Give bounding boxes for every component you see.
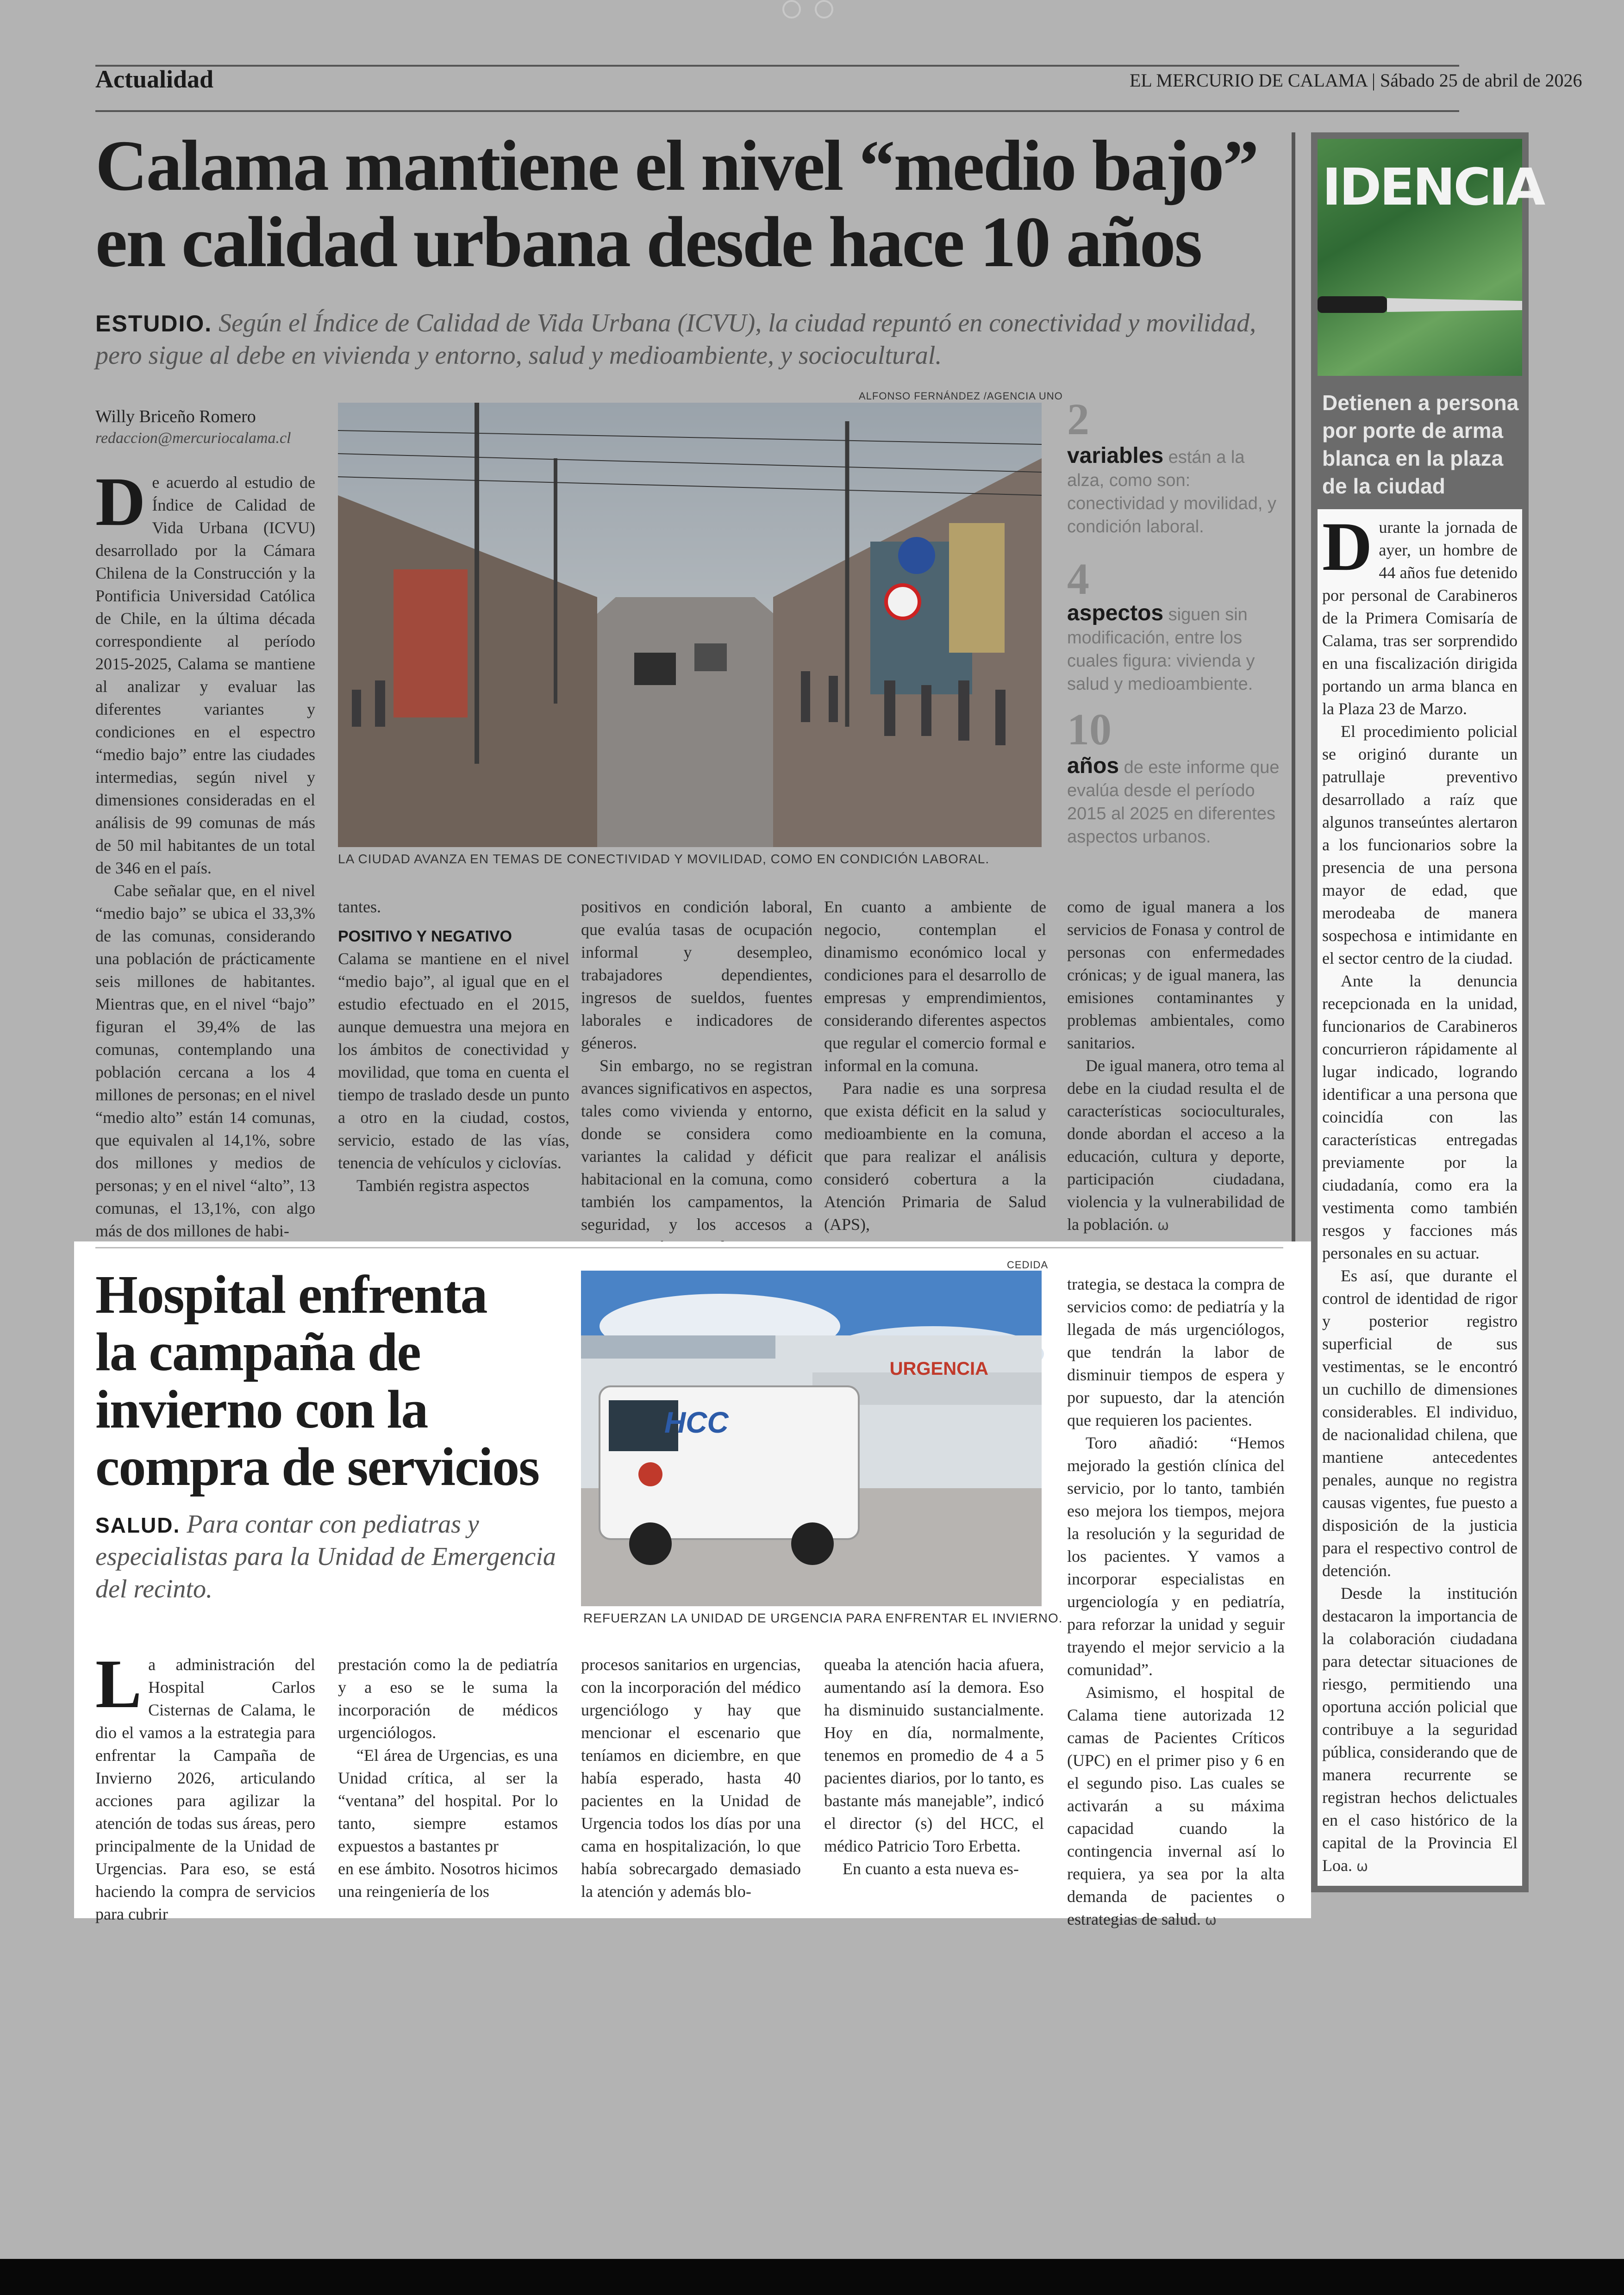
subhead: POSITIVO Y NEGATIVO	[338, 928, 512, 945]
end-mark: ω	[1205, 1912, 1217, 1928]
paragraph: Para nadie es una sorpresa que exista déficit en la salud y medioambiente en la comuna, que para realizar el análisis consideró cobertura a la Atención Primaria de Salud (APS),	[824, 1079, 1046, 1234]
sidebar-text	[1322, 508, 1518, 1877]
hospital-col-5	[1067, 1273, 1285, 1931]
fact-number: 4	[1067, 554, 1089, 604]
paragraph: Desde la institución destacaron la importancia de la colaboración ciudadana para detectar situaciones de riesgo, permitiendo una oportuna acción policial que contribuye a la seguridad pública, considerando que de manera recurrente se registran hechos delictuales en el caso histórico de la capital de la Provincia El Loa.	[1322, 1584, 1518, 1875]
fact-body: de este informe que evalúa desde el período 2015 al 2025 en diferentes aspectos urbanos.	[1067, 758, 1280, 847]
paragraph: queaba la atención hacia afuera, aumentando así la demora. Eso ha disminuido sustancialmente. Hoy en día, normalmente, tenemos en promedio de 4 a 5 pacientes diarios, por lo tanto, es bastante más manejable”, indicó el director (s) del HCC, el médico Patricio Toro Erbetta.	[824, 1655, 1044, 1855]
paragraph: urante la jornada de ayer, un hombre de 44 años fue detenido por personal de Carabineros de la Primera Comisaría de Calama, tras ser sorprendido en una fiscalización dirigida portando un arma blanca en la Plaza 23 de Marzo.	[1322, 518, 1518, 718]
fact-number: 2	[1067, 394, 1089, 444]
hospital-photo	[581, 1271, 1042, 1606]
kicker-text: Según el Índice de Calidad de Vida Urbana (ICVU), la ciudad repuntó en conectividad y movilidad, pero sigue al debe en vivienda y entorno, salud y medioambiente, y sociocultural.	[95, 309, 1256, 370]
byline: Willy Briceño Romero	[95, 407, 256, 426]
kicker-tag: SALUD.	[95, 1513, 181, 1537]
paragraph: Cabe señalar que, en el nivel “medio bajo” se ubica el 33,3% de las comunas, considerando una población de prácticamente seis millones de habitantes. Mientras que, en el nivel “bajo” figuran el 39,4% de las comunas, contemplando una población cercana a los 4 millones de personas; en el nivel “medio alto” están 14 comunas, que equivalen al 14,1%, sobre dos millones y medios de personas; y en el nivel “alto”, 13 comunas, el 13,1%, con algo más de dos millones de habi-	[95, 881, 315, 1240]
fact-text	[1067, 602, 1285, 696]
main-col-2	[338, 896, 569, 1197]
section-label: Actualidad	[95, 65, 214, 93]
photo-credit: ALFONSO FERNÁNDEZ /AGENCIA UNO	[859, 390, 1063, 402]
paragraph: tantes.	[338, 898, 381, 916]
sidebar-photo	[1318, 139, 1544, 376]
prev-page-dot[interactable]	[782, 0, 801, 19]
paragraph: En cuanto a esta nueva es-	[843, 1859, 1019, 1878]
hospital-col-4	[824, 1653, 1044, 1880]
main-headline-line2: en calidad urbana desde hace 10 años	[95, 202, 1201, 282]
paragraph: prestación como la de pediatría y a eso se le suma la incorporación de médicos urgenciólogos.	[338, 1655, 558, 1742]
hospital-headline	[95, 1266, 586, 1496]
paragraph: También registra aspectos	[356, 1176, 530, 1195]
fact-bold: aspectos	[1067, 601, 1164, 625]
hospital-headline-line: la campaña de	[95, 1322, 420, 1382]
paper-date-line: EL MERCURIO DE CALAMA | Sábado 25 de abril de 2026	[1130, 70, 1582, 91]
paragraph: Ante la denuncia recepcionada en la unidad, funcionarios de Carabineros concurrieron rápidamente al lugar indicado, logrando identificar a una persona que coincidía con las características entregadas previamente por la ciudadanía, como era la vestimenta como también resgos y facciones más personales en su actuar.	[1322, 972, 1518, 1262]
header-bottom-rule	[95, 110, 1459, 112]
dropcap: D	[95, 463, 146, 540]
urgencia-sign: URGENCIA	[889, 1359, 988, 1379]
paragraph: Calama se mantiene en el nivel “medio bajo”, al igual que en el estudio efectuado en el 2015, aunque demuestra una mejora en los ámbitos de conectividad y movilidad, que toma en cuenta el tiempo de traslado desde un punto a otro en la ciudad, costos, servicio, estado de las vías, tenencia de vehículos y ciclovías.	[338, 949, 569, 1172]
main-col-5	[1067, 896, 1285, 1236]
main-col-3	[581, 896, 812, 1259]
fact-text	[1067, 444, 1285, 538]
next-page-dot[interactable]	[815, 0, 833, 19]
hospital-col-2	[338, 1653, 558, 1903]
street-photo	[338, 403, 1042, 847]
fact-bold: variables	[1067, 443, 1164, 468]
ambulance-logo: HCC	[664, 1406, 729, 1439]
paragraph: Sin embargo, no se registran avances significativos en aspectos, tales como vivienda y entorno, donde se considera como variantes la calidad y déficit habitacional en la comuna, como también los campamentos, la seguridad, y los accesos a	[581, 1056, 812, 1234]
hospital-top-rule	[95, 1247, 1283, 1248]
end-mark: ω	[1157, 1217, 1169, 1234]
paragraph: en ese ámbito. Nosotros hicimos una reingeniería de los	[338, 1859, 558, 1901]
kicker-text: Para contar con pediatras y especialistas para la Unidad de Emergencia del recinto.	[95, 1510, 556, 1603]
main-col-1	[95, 463, 315, 1242]
street-illustration	[338, 403, 1042, 847]
hospital-col-1	[95, 1646, 315, 1926]
sidebar-photo-text: IDENCIA	[1322, 157, 1544, 217]
paragraph: como de igual manera a los servicios de Fonasa y control de personas con enfermedades crónicas; y de igual manera, las emisiones contaminantes y problemas ambientales, como sanitarios.	[1067, 898, 1285, 1052]
hospital-headline-line: compra de servicios	[95, 1436, 539, 1497]
paragraph: trategia, se destaca la compra de servicios como: de pediatría y la llegada de más urgenciólogos, que tendrán la labor de disminuir tiempos de espera y por supuesto, dar la atención que requieren los pacientes.	[1067, 1275, 1285, 1429]
hospital-headline-line: Hospital enfrenta	[95, 1264, 487, 1325]
fact-text	[1067, 755, 1285, 848]
bottom-bar	[0, 2259, 1624, 2295]
sidebar-headline: Detienen a persona por porte de arma blanca en la plaza de la ciudad	[1322, 391, 1519, 498]
main-kicker	[95, 307, 1280, 372]
photo-credit: CEDIDA	[1007, 1259, 1049, 1271]
main-headline-line1: Calama mantiene el nivel “medio bajo”	[95, 125, 1258, 206]
hospital-col-3	[581, 1653, 801, 1903]
paragraph: procesos sanitarios en urgencias, con la incorporación del médico urgenciólogo y hay que mencionar el escenario que teníamos en diciembre, en que había esperado, hasta 40 pacientes en la Unidad de Urgencia todos los días por una cama en hospitalización, lo que había sobrecargado demasiado la atención y además blo-	[581, 1655, 801, 1901]
knife-icon	[1318, 278, 1522, 333]
paragraph: El procedimiento policial se originó durante un patrullaje preventivo desarrollado a raíz que algunos transeúntes alertaron a los funcionarios sobre la presencia de una persona mayor de edad, que merodeaba de manera sospechosa e intimidante en el sector centro de la ciudad.	[1322, 722, 1518, 967]
hospital-headline-line: invierno con la	[95, 1379, 428, 1440]
fact-body: siguen sin modificación, entre los cuales figura: vivienda y salud y medioambiente.	[1067, 605, 1255, 694]
end-mark: ω	[1356, 1858, 1368, 1875]
dropcap: D	[1322, 508, 1373, 585]
paragraph: Asimismo, el hospital de Calama tiene autorizada 12 camas de Pacientes Críticos (UPC) en el primer piso y 6 en el segundo piso. Las cuales se activarán a su máxima capacidad cuando la contingencia invernal así lo requiera, ya sea por la alta demanda de pacientes o estrategias de salud.	[1067, 1683, 1285, 1928]
fact-body: están a la alza, como son: conectividad y movilidad, y condición laboral.	[1067, 448, 1276, 536]
paragraph: a administración del Hospital Carlos Cisternas de Calama, le dio el vamos a la estrategia para enfrentar la Campaña de Invierno 2026, articulando acciones para agilizar la atención de todas sus áreas, pero principalmente de la Unidad de Urgencias. Para eso, se está haciendo la compra de servicios para cubrir	[95, 1655, 315, 1923]
column-divider	[1292, 132, 1295, 1253]
paragraph: De igual manera, otro tema al debe en la ciudad resulta el de características socioculturales, donde abordan el acceso a la educación, cultura y deporte, participación ciudadana, violencia y la vulnerabilidad de la población.	[1067, 1056, 1285, 1234]
dropcap: L	[95, 1646, 142, 1722]
paragraph: En cuanto a ambiente de negocio, contemplan el dinamismo económico local y condiciones para el desarrollo de empresas y emprendimientos, considerando diferentes aspectos que regular el comercio formal e informal en la comuna.	[824, 898, 1046, 1075]
main-headline	[95, 127, 1299, 280]
paragraph: e acuerdo al estudio de Índice de Calidad de Vida Urbana (ICVU) desarrollado por la Cámara Chilena de la Construcción y la Pontificia Universidad Católica de Chile, en la última década correspondiente al período 2015-2025, Calama se mantiene al analizar y evaluar las diferentes variantes y condiciones en el espectro “medio bajo” entre las ciudades intermedias, según nivel y dimensiones consideradas en el análisis de 99 comunas de más de 50 mil habitantes de un total de 346 en el país.	[95, 473, 315, 877]
paragraph: “El área de Urgencias, es una Unidad crítica, al ser la “ventana” del hospital. Por lo tanto, siempre estamos expuestos a bastantes pr	[338, 1746, 558, 1855]
paragraph: Es así, que durante el control de identidad de rigor y posterior registro superficial de sus vestimentas, se le encontró un cuchillo de dimensiones considerables. El individuo, de nacionalidad chilena, que mantiene antecedentes penales, aunque no registra causas vigentes, fue puesto a disposición de la justicia para el respectivo control de detención.	[1322, 1266, 1518, 1580]
kicker-tag: ESTUDIO.	[95, 311, 212, 337]
hospital-kicker	[95, 1508, 568, 1605]
header-top-rule	[95, 65, 1459, 67]
main-col-4	[824, 896, 1046, 1236]
fact-bold: años	[1067, 754, 1119, 778]
main-photo-caption: LA CIUDAD AVANZA EN TEMAS DE CONECTIVIDAD Y MOVILIDAD, COMO EN CONDICIÓN LABORAL.	[338, 852, 990, 866]
paragraph: Toro añadió: “Hemos mejorado la gestión clínica del servicio, por lo tanto, también eso mejora los tiempos, mejora la resolución y la seguridad de los pacientes. Y vamos a incorporar especialistas en urgenciología y en pediatría, para reforzar la unidad y seguir trayendo el mejor servicio a la comunidad”.	[1067, 1434, 1285, 1679]
page-nav-dots	[782, 0, 833, 19]
byline-email: redaccion@mercuriocalama.cl	[95, 430, 291, 447]
paragraph: positivos en condición laboral, que evalúa tasas de ocupación informal y desempleo, trabajadores dependientes, ingresos de sueldos, fuentes laborales e indicadores de géneros.	[581, 898, 812, 1052]
hospital-illustration	[581, 1271, 1042, 1606]
hospital-photo-caption: REFUERZAN LA UNIDAD DE URGENCIA PARA ENFRENTAR EL INVIERNO.	[583, 1611, 1063, 1625]
fact-number: 10	[1067, 705, 1112, 754]
